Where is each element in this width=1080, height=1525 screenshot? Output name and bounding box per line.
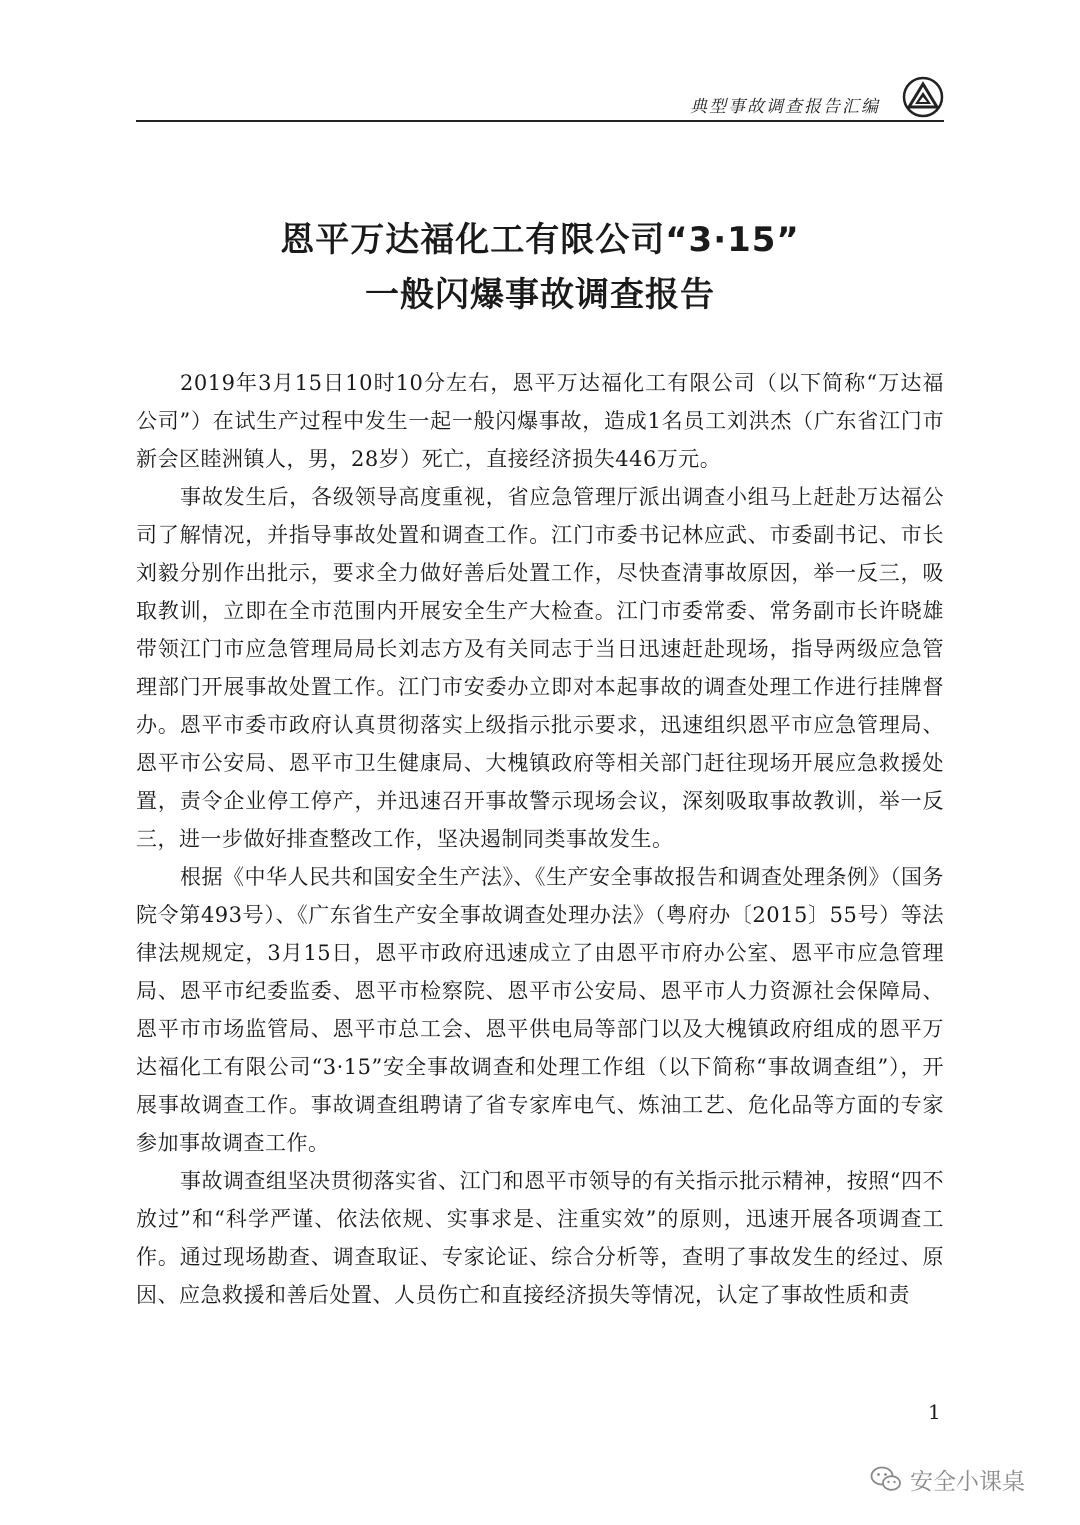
page-header <box>136 74 944 122</box>
watermark <box>870 1462 1025 1496</box>
document-body <box>136 364 944 1314</box>
paragraph: 2019年3月15日10时10分左右，恩平万达福化工有限公司（以下简称“万达福公司”）在试生产过程中发生一起一般闪爆事故，造成1名员工刘洪杰（广东省江门市新会区睦洲镇人，男，28岁）死亡，直接经济损失446万元。 <box>136 371 944 471</box>
document-title-line-1: 恩平万达福化工有限公司“3·15” <box>280 220 800 260</box>
header-title: 典型事故调查报告汇编 <box>690 97 880 117</box>
document-title-line-2: 一般闪爆事故调查报告 <box>365 275 715 315</box>
paragraph: 事故调查组坚决贯彻落实省、江门和恩平市领导的有关指示批示精神，按照“四不放过”和“科学严谨、依法依规、实事求是、注重实效”的原则，迅速开展各项调查工作。通过现场勘查、调查取证、专家论证、综合分析等，查明了事故发生的经过、原因、应急救援和善后处置、人员伤亡和直接经济损失等情况，认定了事故性质和责 <box>136 1169 944 1307</box>
triangle-safety-logo-icon <box>902 76 944 118</box>
wechat-icon <box>870 1465 902 1493</box>
page-number: 1 <box>928 1400 941 1424</box>
paragraph: 根据《中华人民共和国安全生产法》、《生产安全事故报告和调查处理条例》（国务院令第493号）、《广东省生产安全事故调查处理办法》（粤府办〔2015〕55号）等法律法规规定，3月15日，恩平市政府迅速成立了由恩平市府办公室、恩平市应急管理局、恩平市纪委监委、恩平市检察院、恩平市公安局、恩平市人力资源社会保障局、恩平市市场监管局、恩平市总工会、恩平供电局等部门以及大槐镇政府组成的恩平万达福化工有限公司“3·15”安全事故调查和处理工作组（以下简称“事故调查组”），开展事故调查工作。事故调查组聘请了省专家库电气、炼油工艺、危化品等方面的专家参加事故调查工作。 <box>136 865 944 1155</box>
watermark-text: 安全小课桌 <box>910 1468 1025 1495</box>
paragraph: 事故发生后，各级领导高度重视，省应急管理厅派出调查小组马上赶赴万达福公司了解情况，并指导事故处置和调查工作。江门市委书记林应武、市委副书记、市长刘毅分别作出批示，要求全力做好善后处置工作，尽快查清事故原因，举一反三，吸取教训，立即在全市范围内开展安全生产大检查。江门市委常委、常务副市长许晓雄带领江门市应急管理局局长刘志方及有关同志于当日迅速赶赴现场，指导两级应急管理部门开展事故处置工作。江门市安委办立即对本起事故的调查处理工作进行挂牌督办。恩平市委市政府认真贯彻落实上级指示批示要求，迅速组织恩平市应急管理局、恩平市公安局、恩平市卫生健康局、大槐镇政府等相关部门赶往现场开展应急救援处置，责令企业停工停产，并迅速召开事故警示现场会议，深刻吸取事故教训，举一反三，进一步做好排查整改工作，坚决遏制同类事故发生。 <box>136 485 944 851</box>
